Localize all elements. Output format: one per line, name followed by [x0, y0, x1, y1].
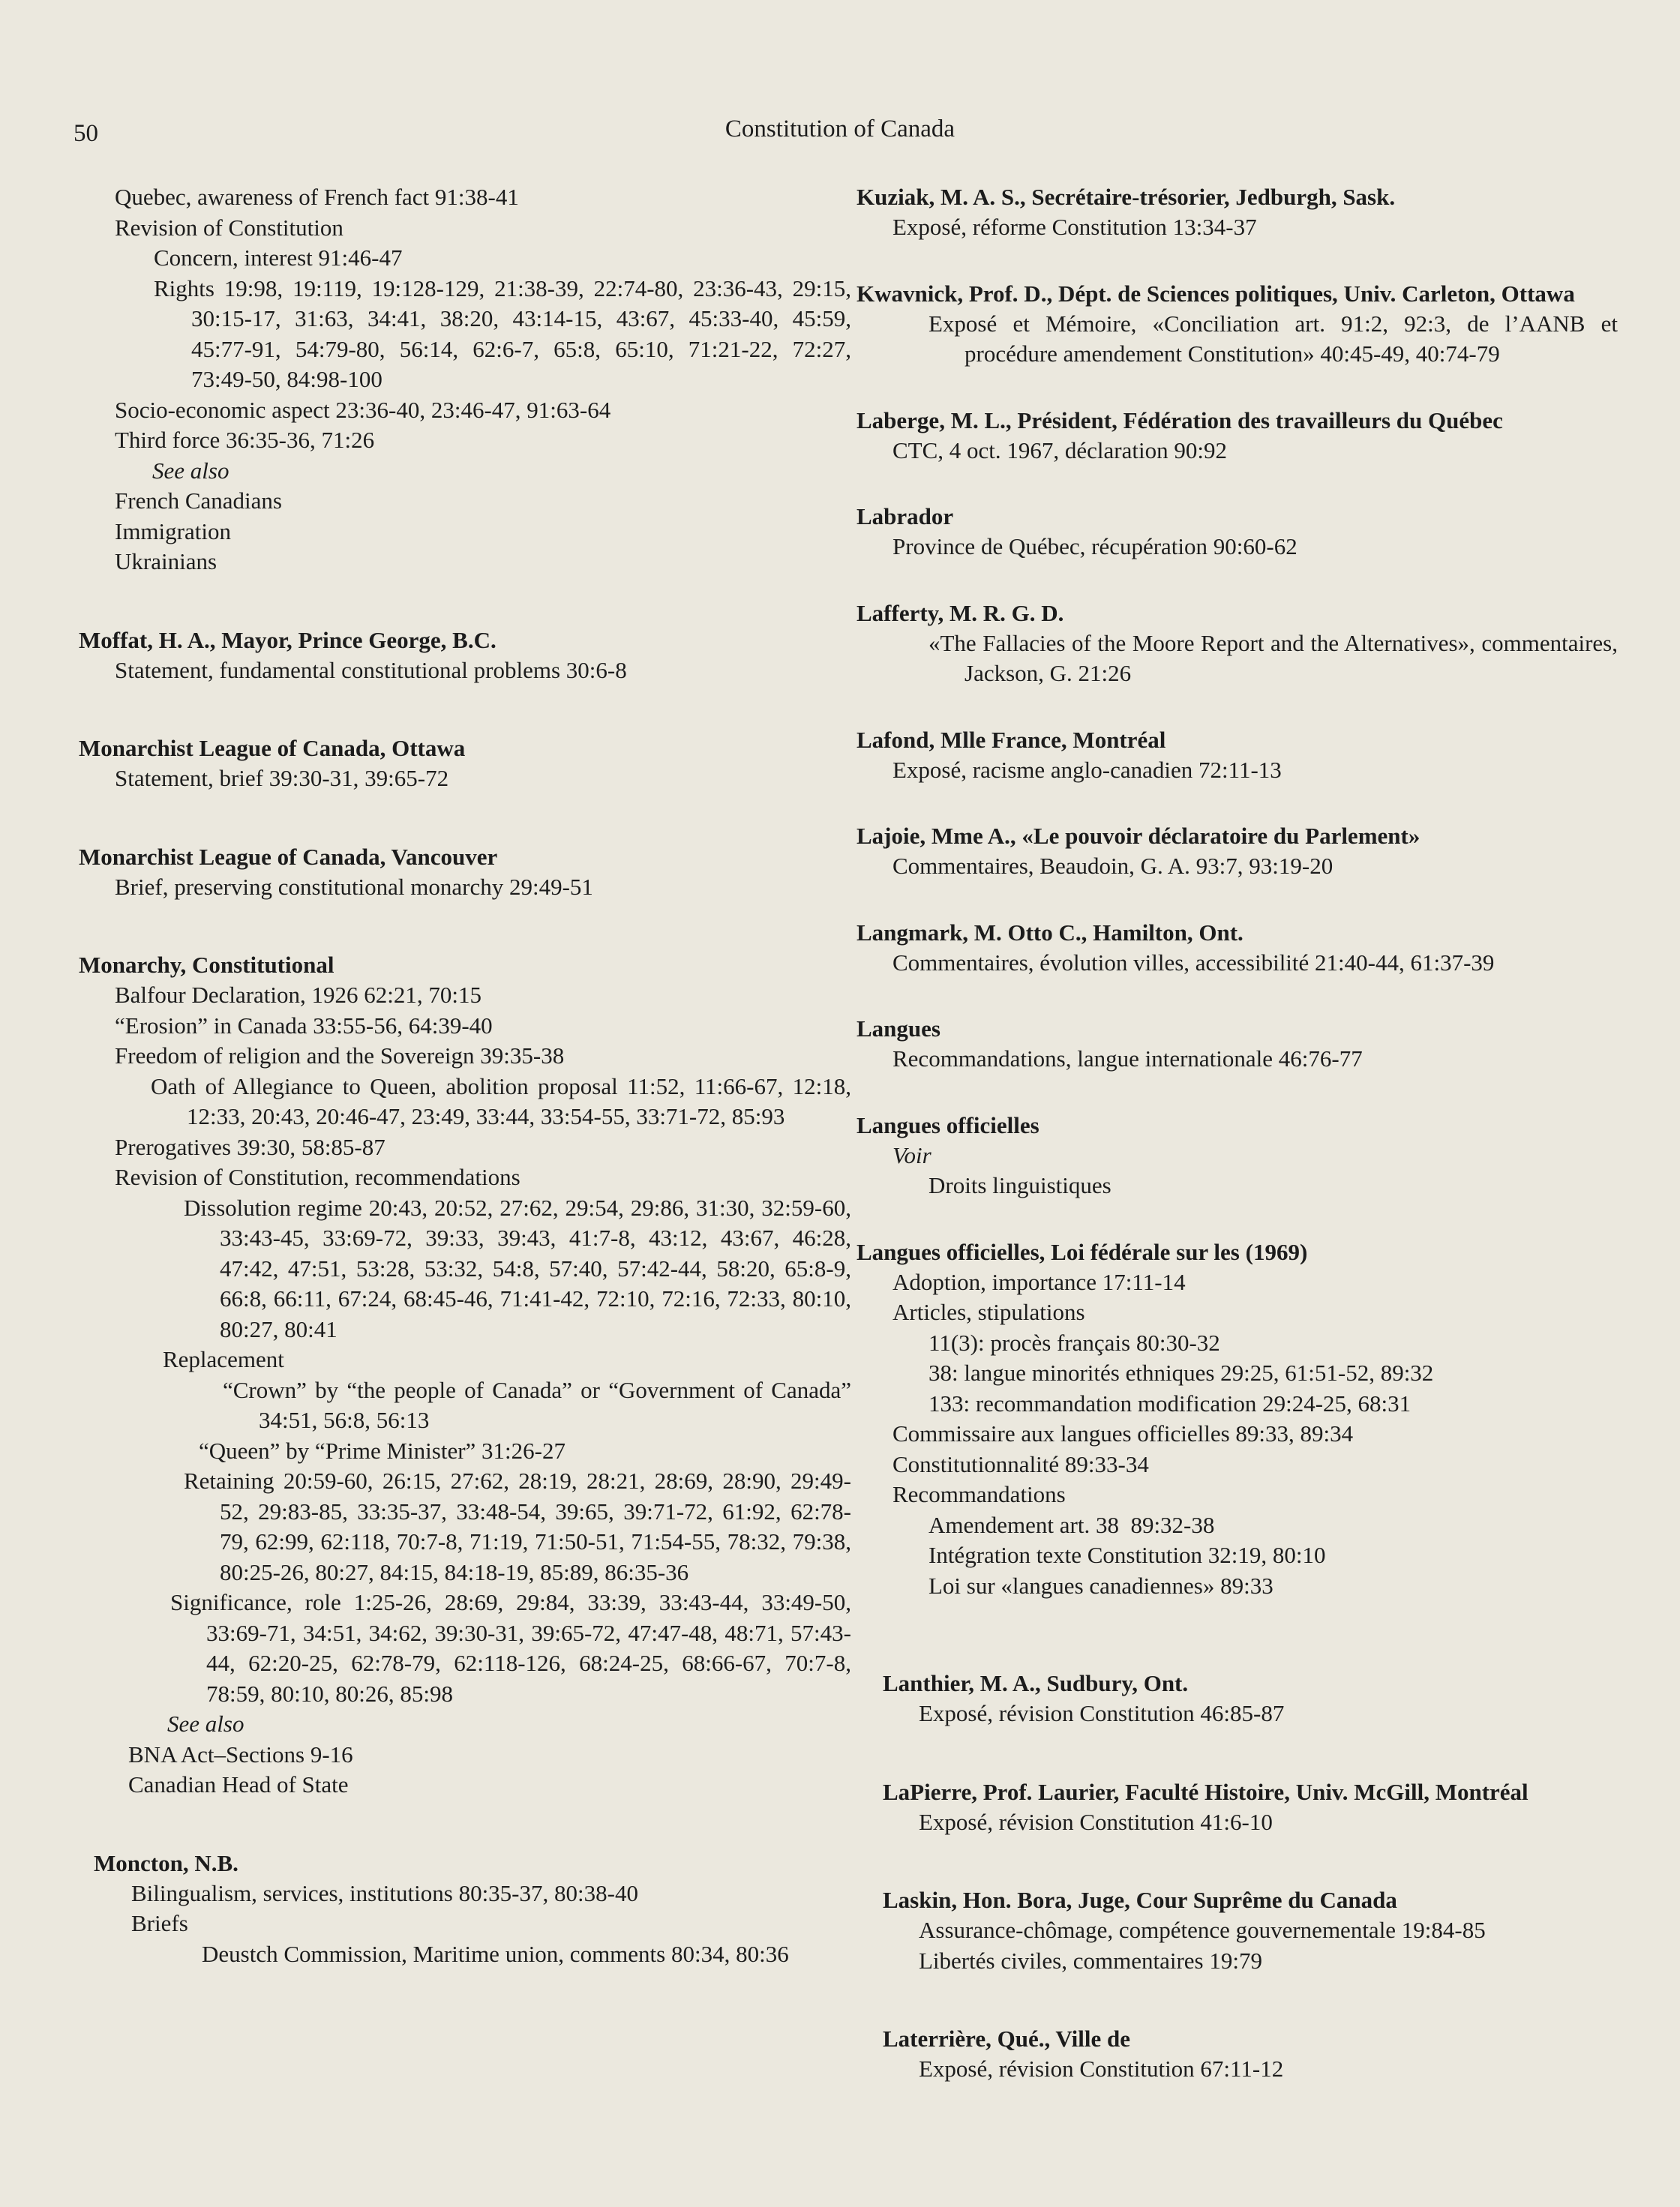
subentry: Adoption, importance 17:11-14	[892, 1268, 1186, 1295]
subentry: Revision of Constitution	[115, 214, 344, 241]
index-entry-laterriere	[856, 2024, 1618, 2085]
index-entry-moffat	[79, 625, 851, 686]
entry-heading: Langues	[856, 1015, 940, 1042]
subentry: Rights 19:98, 19:119, 19:128-129, 21:38-39, 22:74-80, 23:36-43, 29:15, 30:15-17, 31:63, 34:41, 38:20, 43:14-15, 43:67, 45:33-40, 45:59, 45:77-91, 54:79-80, 56:14, 62:6-7, 65:8, 65:10, 71:21-22, 72:27, 73:49-50, 84:98-100	[154, 274, 851, 392]
entry-heading: Moffat, H. A., Mayor, Prince George, B.C.	[79, 626, 496, 653]
subentry: Deustch Commission, Maritime union, comments 80:34, 80:36	[202, 1940, 789, 1967]
subentry: Significance, role 1:25-26, 28:69, 29:84, 33:39, 33:43-44, 33:49-50, 33:69-71, 34:51, 34:62, 39:30-31, 39:65-72, 47:47-48, 48:71, 57:43-44, 62:20-25, 62:78-79, 62:118-126, 68:24-25, 68:66-67, 70:7-8, 78:59, 80:10, 80:26, 85:98	[170, 1589, 851, 1707]
subentry: Exposé et Mémoire, «Conciliation art. 91:2, 92:3, de l’AANB et procédure amendement Constitution» 40:45-49, 40:74-79	[928, 310, 1618, 367]
subentry: Recommandations, langue internationale 46:76-77	[892, 1045, 1363, 1072]
subentry: Articles, stipulations	[892, 1299, 1085, 1325]
cross-reference: French Canadians	[115, 487, 282, 514]
entry-heading: Monarchy, Constitutional	[79, 952, 334, 978]
subentry: “Queen” by “Prime Minister” 31:26-27	[199, 1437, 566, 1464]
subentry: “Erosion” in Canada 33:55-56, 64:39-40	[115, 1012, 493, 1039]
subentry: Amendement art. 38 89:32-38	[928, 1511, 1215, 1538]
subentry: CTC, 4 oct. 1967, déclaration 90:92	[892, 436, 1227, 463]
see-also: See also	[167, 1711, 244, 1737]
index-entry-laskin	[856, 1885, 1618, 1976]
subentry: Libertés civiles, commentaires 19:79	[919, 1947, 1262, 1974]
subentry: Commentaires, Beaudoin, G. A. 93:7, 93:19-20	[892, 853, 1334, 879]
subentry: Briefs	[131, 1910, 188, 1936]
entry-heading: Lajoie, Mme A., «Le pouvoir déclaratoire du Parlement»	[856, 823, 1420, 849]
cross-reference: Immigration	[115, 517, 231, 544]
entry-heading: Moncton, N.B.	[94, 1849, 238, 1876]
entry-heading: Langues officielles, Loi fédérale sur les (1969)	[856, 1238, 1308, 1265]
index-entry-monarchist-vancouver	[79, 842, 851, 903]
voir-label: Voir	[892, 1141, 932, 1168]
entry-heading: Monarchist League of Canada, Vancouver	[79, 843, 498, 870]
subentry: Commentaires, évolution villes, accessibilité 21:40-44, 61:37-39	[892, 949, 1495, 976]
subentry: Exposé, racisme anglo-canadien 72:11-13	[892, 756, 1282, 783]
entry-heading: Laterrière, Qué., Ville de	[883, 2026, 1130, 2052]
subentry: Bilingualism, services, institutions 80:35-37, 80:38-40	[131, 1879, 638, 1906]
cross-reference: Droits linguistiques	[928, 1172, 1112, 1198]
subentry: Replacement	[163, 1346, 284, 1372]
subentry: Retaining 20:59-60, 26:15, 27:62, 28:19, 28:21, 28:69, 28:90, 29:49-52, 29:83-85, 33:35-37, 33:48-54, 39:65, 39:71-72, 61:92, 62:78-79, 62:99, 62:118, 70:7-8, 71:19, 71:50-51, 71:54-55, 78:32, 79:38, 80:25-26, 80:27, 84:15, 84:18-19, 85:89, 86:35-36	[184, 1468, 851, 1585]
index-entry-monarchist-ottawa	[79, 733, 851, 794]
subentry: Third force 36:35-36, 71:26	[115, 427, 375, 453]
subentry: Exposé, révision Constitution 41:6-10	[919, 1808, 1273, 1835]
subentry: Revision of Constitution, recommendations	[115, 1164, 520, 1190]
entry-heading: Laberge, M. L., Président, Fédération des travailleurs du Québec	[856, 406, 1503, 433]
subentry: Loi sur «langues canadiennes» 89:33	[928, 1572, 1274, 1599]
subentry: Province de Québec, récupération 90:60-62	[892, 533, 1298, 559]
subentry: Statement, fundamental constitutional problems 30:6-8	[115, 656, 627, 683]
left-column	[79, 182, 851, 2017]
subentry: Assurance-chômage, compétence gouvernementale 19:84-85	[919, 1917, 1486, 1943]
subentry: Prerogatives 39:30, 58:85-87	[115, 1133, 386, 1160]
entry-heading: Monarchist League of Canada, Ottawa	[79, 735, 466, 761]
subentry: Dissolution regime 20:43, 20:52, 27:62, 29:54, 29:86, 31:30, 32:59-60, 33:43-45, 33:69-72, 39:33, 39:43, 41:7-8, 43:12, 43:67, 46:28, 47:42, 47:51, 53:28, 53:32, 54:8, 57:40, 57:42-44, 58:20, 65:8-9, 66:8, 66:11, 67:24, 68:45-46, 71:41-42, 72:10, 72:16, 72:33, 80:10, 80:27, 80:41	[184, 1194, 851, 1342]
subentry: 38: langue minorités ethniques 29:25, 61:51-52, 89:32	[928, 1360, 1434, 1386]
entry-heading: Kwavnick, Prof. D., Dépt. de Sciences politiques, Univ. Carleton, Ottawa	[856, 280, 1575, 307]
entry-heading: Labrador	[856, 503, 954, 529]
entry-heading: Lafond, Mlle France, Montréal	[856, 726, 1166, 753]
index-entry-langmark	[856, 918, 1618, 979]
subentry: 11(3): procès français 80:30-32	[928, 1329, 1220, 1356]
index-entry-langues	[856, 1014, 1618, 1075]
index-entry-quebec	[79, 182, 851, 577]
subentry: Recommandations	[892, 1481, 1066, 1507]
index-entry-lajoie	[856, 821, 1618, 882]
entry-heading: Langmark, M. Otto C., Hamilton, Ont.	[856, 919, 1244, 946]
right-column	[856, 182, 1618, 2133]
index-entry-moncton	[79, 1849, 851, 1970]
index-entry-labrador	[856, 502, 1618, 562]
see-also: See also	[152, 457, 230, 484]
index-entry-laberge	[856, 406, 1618, 466]
subentry: Exposé, révision Constitution 67:11-12	[919, 2056, 1284, 2082]
subentry: Intégration texte Constitution 32:19, 80:10	[928, 1542, 1326, 1568]
running-title: Constitution of Canada	[724, 115, 956, 142]
subentry: Socio-economic aspect 23:36-40, 23:46-47, 91:63-64	[115, 396, 611, 423]
index-entry-lafferty	[856, 598, 1618, 689]
subentry: «The Fallacies of the Moore Report and the Alternatives», commentaires, Jackson, G. 21:26	[928, 629, 1618, 686]
entry-heading: LaPierre, Prof. Laurier, Faculté Histoire, Univ. McGill, Montréal	[883, 1778, 1528, 1805]
subentry: Exposé, révision Constitution 46:85-87	[919, 1700, 1285, 1726]
cross-reference: BNA Act–Sections 9-16	[128, 1741, 353, 1768]
subentry: “Crown” by “the people of Canada” or “Government of Canada” 34:51, 56:8, 56:13	[223, 1376, 851, 1433]
subentry: Concern, interest 91:46-47	[154, 244, 403, 271]
index-entry-lanthier	[856, 1669, 1618, 1729]
entry-heading: Kuziak, M. A. S., Secrétaire-trésorier, Jedburgh, Sask.	[856, 184, 1396, 210]
subentry: Brief, preserving constitutional monarchy 29:49-51	[115, 873, 593, 900]
subentry: 133: recommandation modification 29:24-25, 68:31	[928, 1390, 1412, 1417]
subentry: Commissaire aux langues officielles 89:33, 89:34	[892, 1420, 1354, 1447]
subentry: Constitutionnalité 89:33-34	[892, 1450, 1149, 1477]
cross-reference: Canadian Head of State	[128, 1771, 349, 1798]
subentry: Statement, brief 39:30-31, 39:65-72	[115, 765, 449, 791]
subentry: Freedom of religion and the Sovereign 39:35-38	[115, 1042, 565, 1069]
subentry: Balfour Declaration, 1926 62:21, 70:15	[115, 982, 482, 1008]
subentry: Exposé, réforme Constitution 13:34-37	[892, 214, 1257, 240]
index-entry-lafond	[856, 725, 1618, 786]
subentry: Oath of Allegiance to Queen, abolition proposal 11:52, 11:66-67, 12:18, 12:33, 20:43, 20:46-47, 23:49, 33:44, 33:54-55, 33:71-72, 85:93	[151, 1072, 851, 1129]
index-entry-kuziak	[856, 182, 1618, 243]
index-entry-lapierre	[856, 1777, 1618, 1838]
index-entry-monarchy	[79, 950, 851, 1801]
entry-heading: Langues officielles	[856, 1111, 1040, 1138]
page-number: 50	[74, 120, 98, 147]
entry-heading: Laskin, Hon. Bora, Juge, Cour Suprême du Canada	[883, 1887, 1397, 1913]
cross-reference: Ukrainians	[115, 548, 218, 574]
subentry: Quebec, awareness of French fact 91:38-41	[115, 184, 519, 210]
entry-heading: Lanthier, M. A., Sudbury, Ont.	[883, 1670, 1189, 1696]
entry-heading: Lafferty, M. R. G. D.	[856, 599, 1064, 626]
index-entry-loi-langues-officielles	[856, 1237, 1618, 1602]
index-entry-langues-officielles	[856, 1111, 1618, 1201]
index-entry-kwavnick	[856, 279, 1618, 370]
